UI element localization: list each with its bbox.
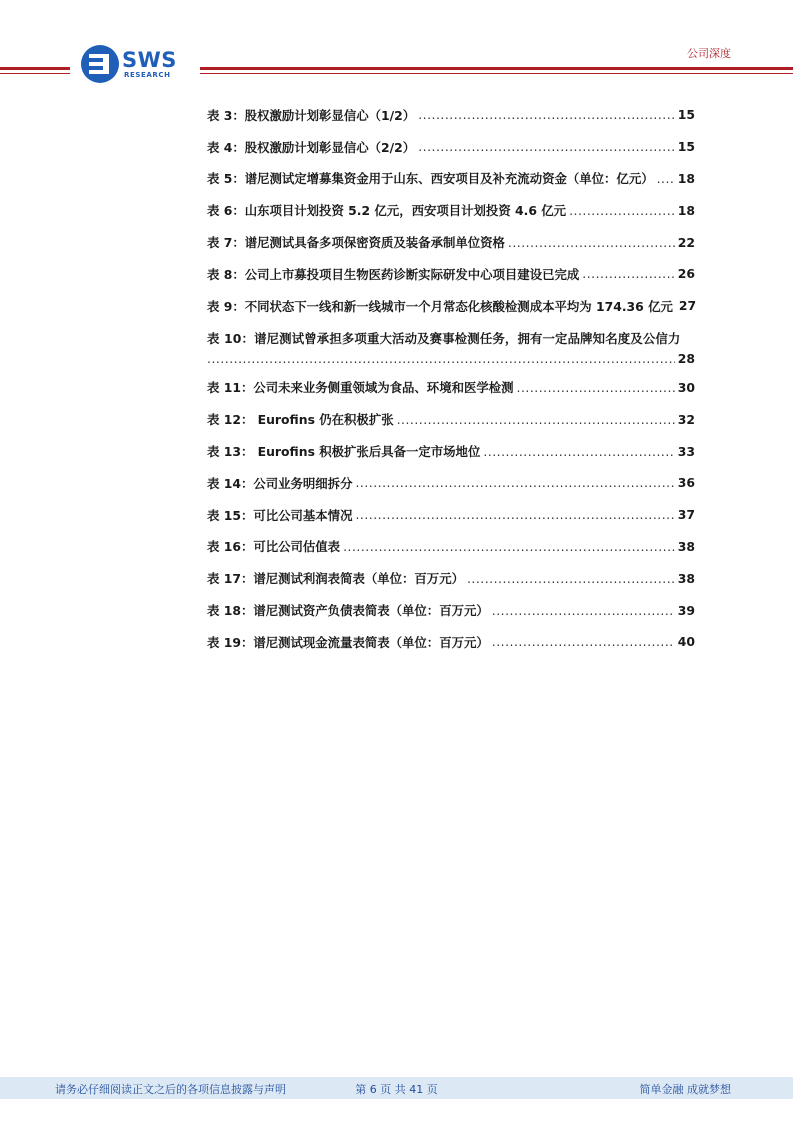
toc-entry[interactable]: [207, 403, 695, 435]
toc-leader-dots: [582, 266, 674, 281]
toc-entry-title: 表 10：谱尼测试曾承担多项重大活动及赛事检测任务，拥有一定品牌知名度及公信力: [207, 330, 681, 346]
toc-leader-dots: [343, 539, 675, 554]
toc-entry-title: 表 13： Eurofins 积极扩张后具备一定市场地位: [207, 444, 481, 460]
header-rule-left: [0, 67, 70, 70]
toc-entry[interactable]: [207, 290, 695, 322]
report-type-label: 公司深度: [687, 47, 731, 60]
toc-entry-title: 表 6：山东项目计划投资 5.2 亿元，西安项目计划投资 4.6 亿元: [207, 203, 567, 219]
toc-entry-title: 表 18：谱尼测试资产负债表简表（单位：百万元）: [207, 603, 489, 619]
toc-entry-page: 15: [677, 139, 695, 155]
toc-entry-page: 38: [677, 570, 695, 586]
toc-leader-dots: [355, 507, 674, 522]
toc-entry-title: 表 17：谱尼测试利润表简表（单位：百万元）: [207, 571, 464, 587]
toc-entry-page: 26: [677, 266, 695, 282]
toc-entry-title: 表 8：公司上市募投项目生物医药诊断实际研发中心项目建设已完成: [207, 266, 580, 282]
toc-entry-title: 表 14：公司业务明细拆分: [207, 475, 353, 491]
toc-entry[interactable]: [207, 322, 695, 372]
toc-leader-dots: [569, 203, 675, 218]
footer-slogan: 简单金融 成就梦想: [639, 1083, 731, 1096]
toc-leader-dots: [207, 351, 675, 366]
toc-entry[interactable]: [207, 467, 695, 499]
toc-entry-page: 33: [677, 443, 695, 459]
toc-entry-title: 表 4：股权激励计划彰显信心（2/2）: [207, 139, 416, 155]
toc-entry[interactable]: [207, 99, 695, 131]
sws-logo-mark-icon: [80, 44, 120, 84]
toc-entry[interactable]: [207, 226, 695, 258]
toc-entry-page: 15: [677, 107, 695, 123]
toc-entry-page: 28: [677, 350, 695, 366]
header-rule-left-thin: [0, 73, 70, 74]
toc-leader-dots: [492, 634, 675, 649]
header-rule-right: [200, 67, 793, 70]
toc-entry-title: 表 5：谱尼测试定增募集资金用于山东、西安项目及补充流动资金（单位：亿元）: [207, 171, 654, 187]
footer-disclaimer: 请务必仔细阅读正文之后的各项信息披露与声明: [55, 1083, 286, 1096]
footer-page-number: 第 6 页 共 41 页: [355, 1083, 438, 1096]
toc-entry[interactable]: [207, 194, 695, 226]
toc-entry[interactable]: [207, 562, 695, 594]
toc-entry-page: 27: [678, 298, 697, 314]
toc-leader-dots: [418, 139, 675, 154]
toc-leader-dots: [517, 380, 675, 395]
toc-leader-dots: [483, 444, 674, 459]
toc-entry[interactable]: [207, 499, 695, 531]
toc-entry[interactable]: [207, 131, 695, 163]
toc-entry[interactable]: [207, 435, 695, 467]
toc-leader-dots: [657, 171, 675, 186]
toc-entry-page: 22: [677, 234, 695, 250]
toc-entry-title: 表 3：股权激励计划彰显信心（1/2）: [207, 107, 416, 123]
toc-entry-page: 30: [677, 379, 695, 395]
toc-entry[interactable]: [207, 594, 695, 626]
toc-leader-dots: [397, 412, 675, 427]
toc-entry[interactable]: [207, 531, 695, 563]
toc-entry-page: 40: [677, 634, 695, 650]
toc-entry-page: 38: [677, 538, 695, 554]
toc-entry-title: 表 19：谱尼测试现金流量表简表（单位：百万元）: [207, 634, 489, 650]
toc-entry[interactable]: [207, 258, 695, 290]
toc-entry[interactable]: [207, 163, 695, 195]
logo-text: SWS: [122, 48, 177, 72]
logo-subtext: RESEARCH: [124, 71, 171, 79]
toc-entry[interactable]: [207, 626, 695, 658]
toc-entry[interactable]: [207, 372, 695, 404]
header-rule-right-thin: [200, 73, 793, 74]
toc-entry-title: 表 9：不同状态下一线和新一线城市一个月常态化核酸检测成本平均为 174.36 亿元: [207, 298, 673, 314]
toc-leader-dots: [418, 107, 675, 122]
toc-entry-title: 表 16：可比公司估值表: [207, 539, 341, 555]
toc-leader-dots: [508, 235, 675, 250]
page-footer: [0, 1077, 793, 1099]
toc-entry-title: 表 12： Eurofins 仍在积极扩张: [207, 412, 394, 428]
table-of-contents: [207, 99, 695, 658]
toc-leader-dots: [467, 571, 675, 586]
toc-entry-page: 18: [677, 202, 695, 218]
toc-entry-page: 32: [677, 411, 695, 427]
toc-entry-title: 表 15：可比公司基本情况: [207, 507, 353, 523]
toc-entry-page: 37: [677, 507, 695, 523]
toc-entry-page: 36: [677, 475, 695, 491]
sws-logo: [80, 44, 190, 84]
toc-leader-dots: [355, 475, 674, 490]
toc-entry-page: 39: [677, 602, 695, 618]
toc-entry-title: 表 7：谱尼测试具备多项保密资质及装备承制单位资格: [207, 235, 505, 251]
toc-leader-dots: [492, 603, 675, 618]
toc-entry-page: 18: [677, 170, 695, 186]
toc-entry-title: 表 11：公司未来业务侧重领域为食品、环境和医学检测: [207, 380, 514, 396]
